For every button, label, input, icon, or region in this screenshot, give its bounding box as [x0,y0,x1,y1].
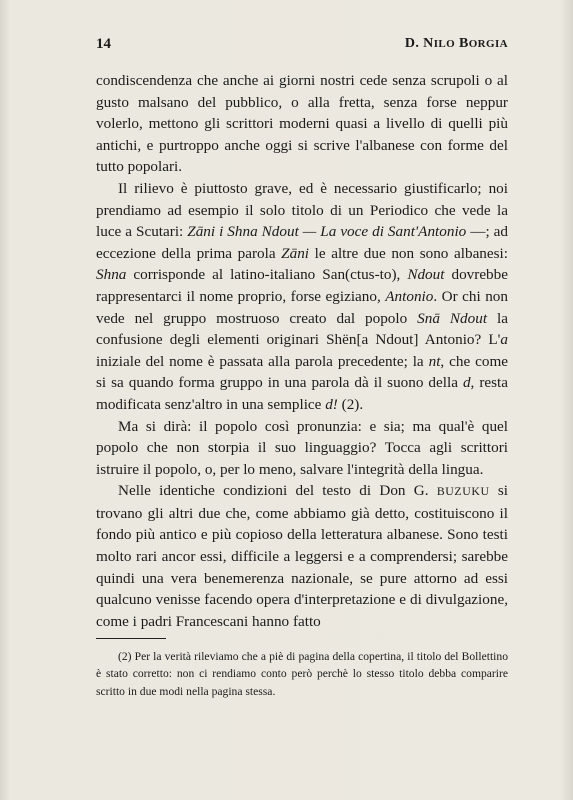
footnote-rule [96,638,166,639]
paragraph-3: Ma si dirà: il popolo così pronunzia: e sia; ma qual'è quel popolo che non storpia il suo linguaggio? Tocca agli scrittori istruire il popolo, o, per lo meno, salvare l'integrità della lingua. [96,417,508,478]
paragraph-1: condiscendenza che anche ai giorni nostri cede senza scrupoli o al gusto malsano del pubblico, o alla fretta, senza forse neppur volerlo, mettono gli scrittori moderni quasi a livello di quelli più antichi, e purtroppo anche oggi si scrive l'albanese con forme del tutto popolari. [96,72,508,176]
paragraph-4: Nelle identiche condizioni del testo di Don G. BUZUKU si trovano gli altri due che, come abbiamo già detto, costituiscono il fondo più antico e più copioso della letteratura albanese. Sono testi molto rari ancor essi, difficile a leggersi e a comprendersi; sarebbe quindi una vera benemerenza nazionale, se pure attorno ad essi qualcuno venisse facendo opera d'interpretazione e di divulgazione, come i padri Francescani hanno fatto [96,482,508,630]
footnote-2: (2) Per la verità rileviamo che a piè di pagina della copertina, il titolo del Bollettino è stato corretto: non ci rendiamo conto però perchè lo stesso titolo debba comparire scritto in due modi nella pagina stessa. [96,650,508,698]
running-head-author: D. NILO BORGIA [404,36,508,51]
page-number: 14 [96,36,111,52]
paragraph-2: Il rilievo è piuttosto grave, ed è necessario giustificarlo; noi prendiamo ad esempio il solo titolo di un Periodico che vede la luce a Scutari: Zāni i Shna Ndout — La voce di Sant'Antonio —; ad eccezione della prima parola Zāni le altre due non sono albanesi: Shna corrisponde al latino-italiano San(ctus-to), Ndout dovrebbe rappresentarci il nome proprio, forse egiziano, Antonio. Or chi non vede nel gruppo mostruoso creato dal popolo Snā Ndout la confusione degli elementi originari Shën[a Ndout] Antonio? L'a iniziale del nome è passata alla parola precedente; la nt, che come si sa quando forma gruppo in una parola dà il suono della d, resta modificata senz'altro in una semplice d! (2). [96,179,509,413]
page-header [96,36,508,58]
author-name-smallcaps: BUZUKU [436,484,490,499]
main-text [96,70,508,632]
